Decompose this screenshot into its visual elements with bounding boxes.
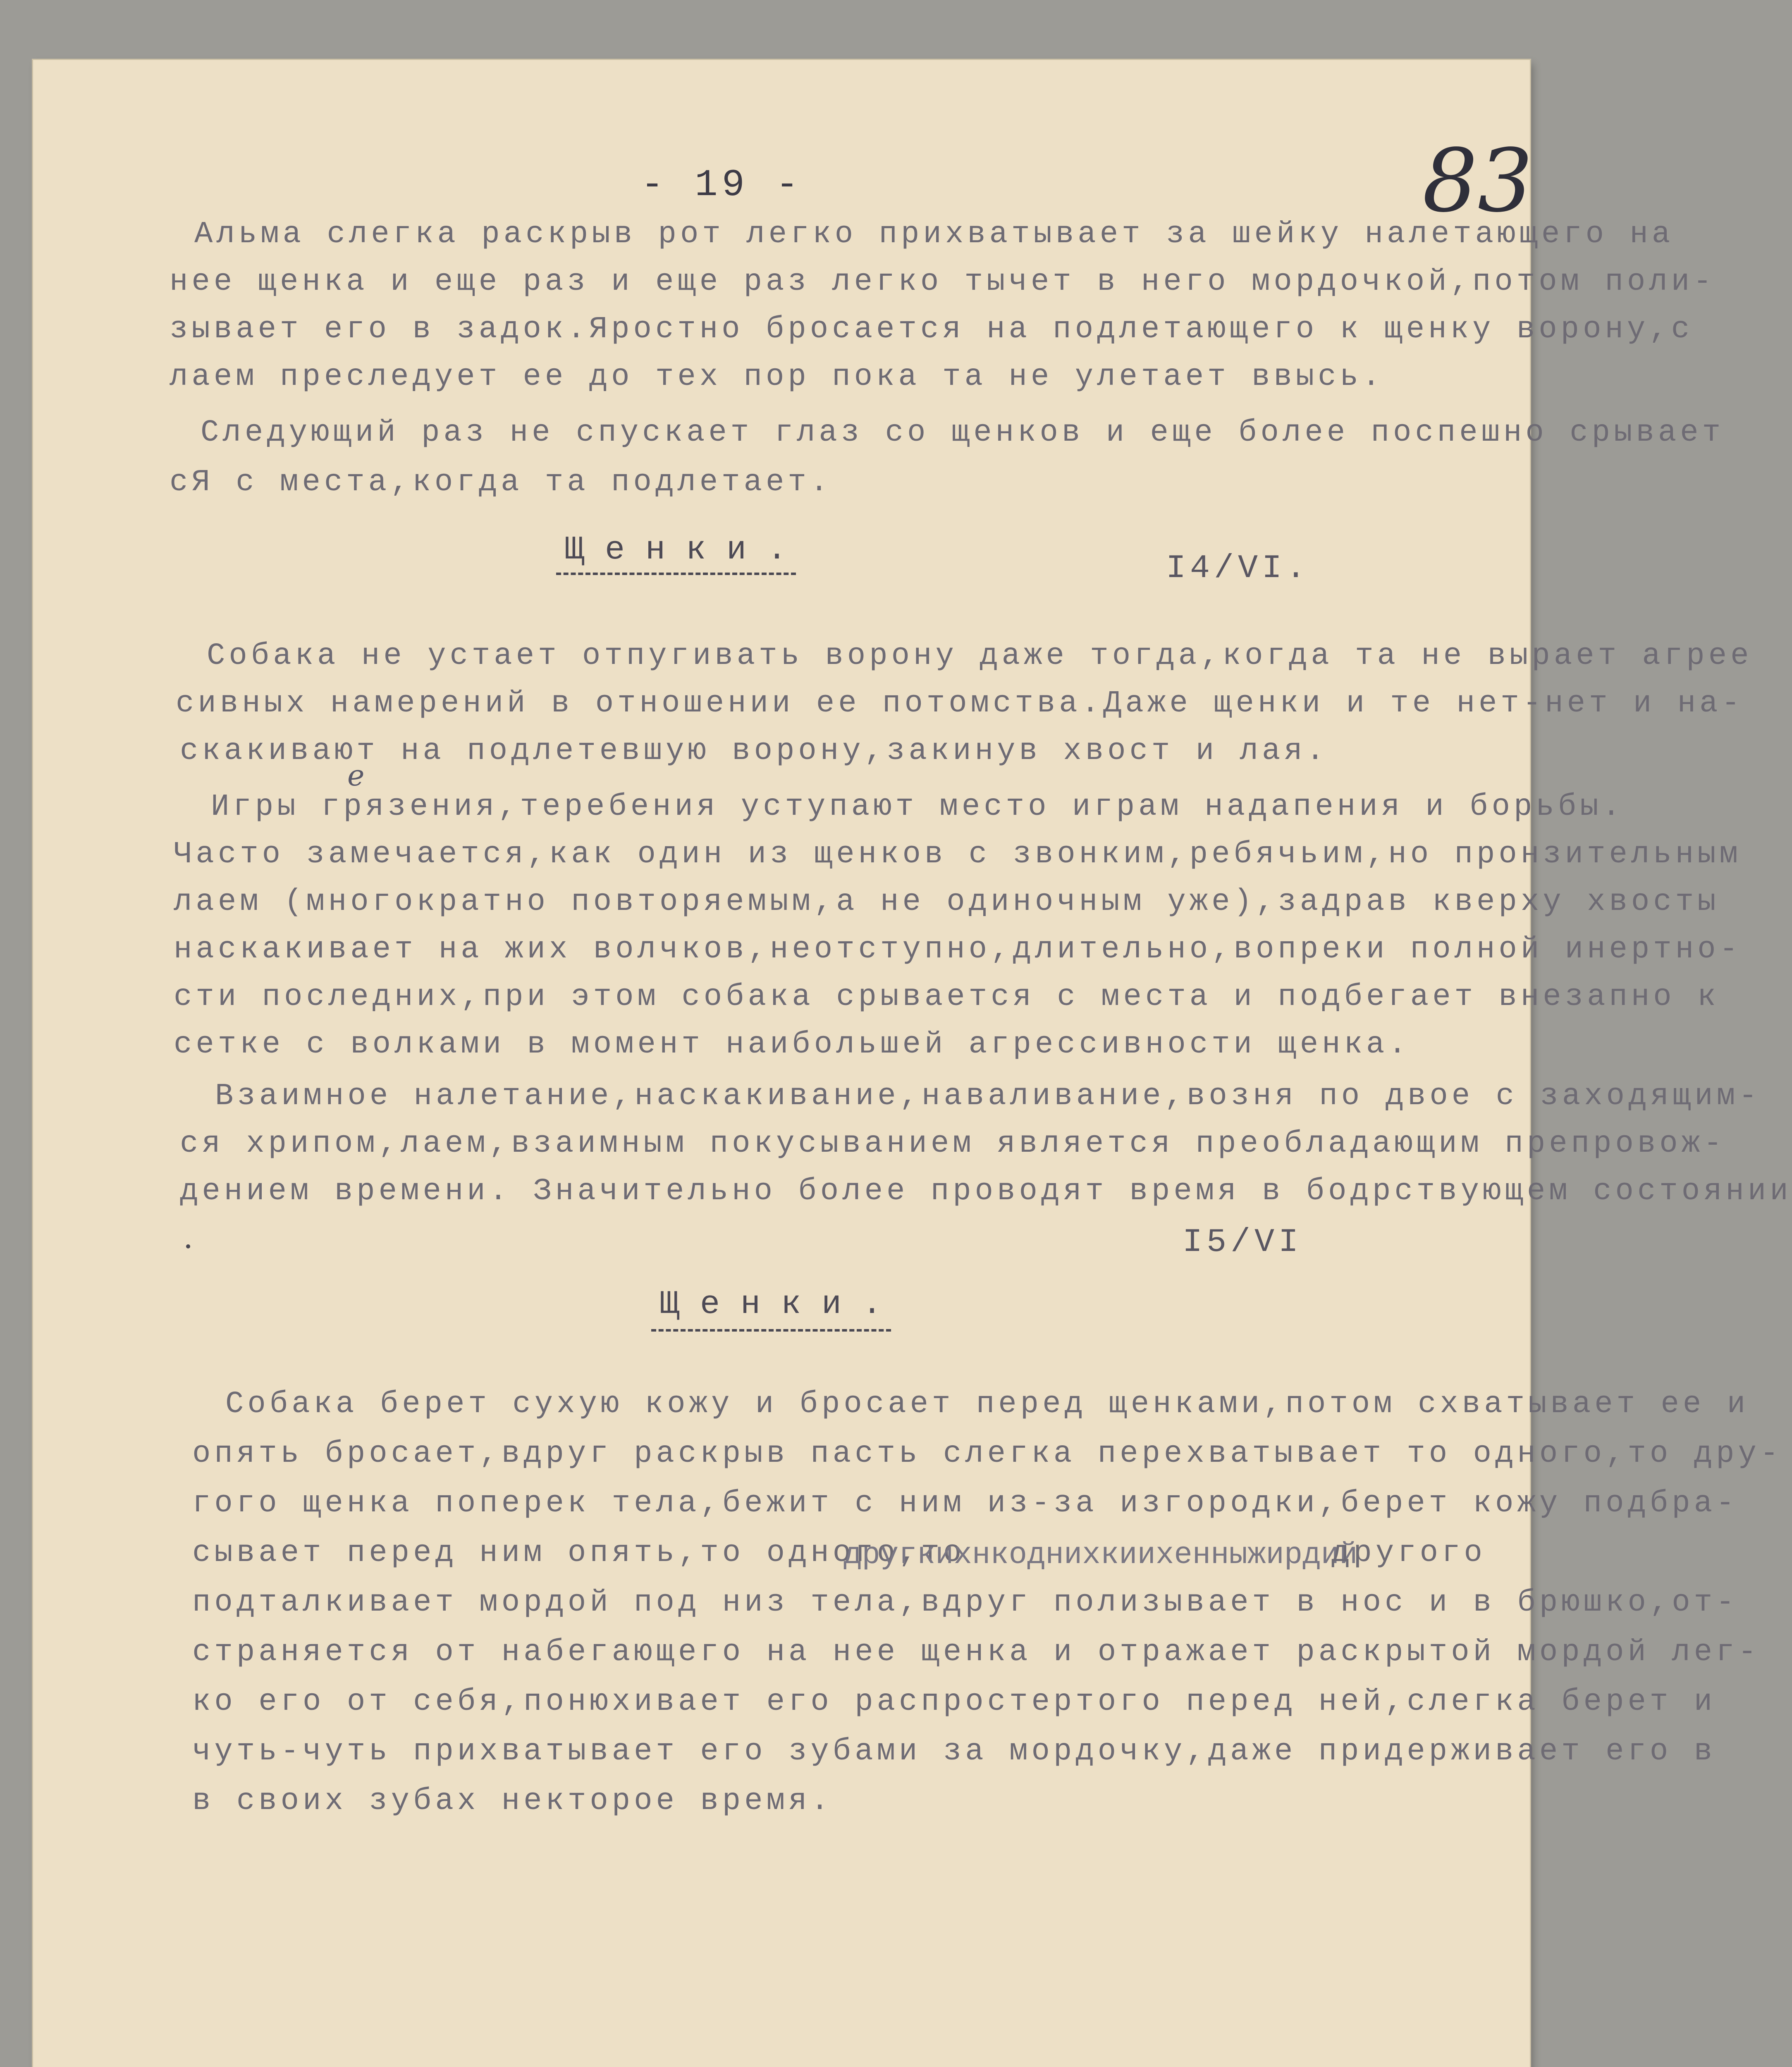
text-line: сывает перед ним опять,то одного,то xyxy=(192,1536,965,1571)
heading-underline xyxy=(651,1329,891,1332)
section-heading: Щенки. xyxy=(564,531,808,569)
text-line: ся хрипом,лаем,взаимным покусыванием является преобладающим препровож- xyxy=(180,1127,1726,1161)
text-line: лаем преследует ее до тех пор пока та не улетает ввысь. xyxy=(170,360,1384,394)
text-line: сти последних,при этом собака срывается с места и подбегает внезапно к xyxy=(174,980,1720,1014)
entry-date: I5/VI xyxy=(1183,1224,1303,1261)
section-heading: Щенки. xyxy=(659,1286,903,1323)
handwritten-correction: е xyxy=(347,759,365,792)
text-line: Взаимное налетание,наскакивание,наваливание,возня по двое с заходящим- xyxy=(215,1079,1761,1114)
text-line: страняется от набегающего на нее щенка и отражает раскрытой мордой лег- xyxy=(192,1635,1760,1670)
text-line: лаем (многократно повторяемым,а не одиночным уже),задрав кверху хвосты xyxy=(174,885,1720,919)
page-number: - 19 - xyxy=(641,163,803,207)
text-line: Часто замечается,как один из щенков с звонким,ребячьим,но пронзительным xyxy=(174,837,1742,872)
text-line: другого xyxy=(1331,1536,1486,1571)
entry-date: I4/VI. xyxy=(1166,550,1310,587)
text-line: Собака не устает отпугивать ворону даже тогда,когда та не вырает агрее xyxy=(207,639,1753,673)
text-line: Собака берет сухую кожу и бросает перед щенками,потом схватывает ее и xyxy=(225,1387,1749,1422)
text-line: опять бросает,вдруг раскрыв пасть слегка перехватывает то одного,то дру- xyxy=(192,1437,1782,1471)
text-line: дением времени. Значительно более проводят время в бодрствующем состоянии xyxy=(180,1174,1792,1209)
text-line: в своих зубах некторое время. xyxy=(192,1784,833,1819)
heading-underline xyxy=(556,573,796,575)
text-line: зывает его в задок.Яростно бросается на подлетающего к щенку ворону,с xyxy=(170,312,1694,347)
text-line: сивных намерений в отношении ее потомства.Даже щенки и те нет-нет и на- xyxy=(176,686,1744,721)
text-line: нее щенка и еще раз и еще раз легко тычет в него мордочкой,потом поли- xyxy=(170,265,1716,299)
text-line: Игры грязения,теребения уступают место играм надапения и борьбы. xyxy=(211,790,1625,824)
struck-out-typing: другкихнкоднихкиихенныжирдий xyxy=(843,1538,1358,1573)
document-page xyxy=(33,60,1792,2067)
text-line: скакивают на подлетевшую ворону,закинув хвост и лая. xyxy=(180,734,1328,769)
text-line: Следующий раз не спускает глаз со щенков и еще более поспешно срывает xyxy=(201,415,1725,450)
text-line: сетке с волками в момент наибольшей агрессивности щенка. xyxy=(174,1027,1410,1062)
text-line: чуть-чуть прихватывает его зубами за мордочку,даже придерживает его в xyxy=(192,1734,1716,1769)
text-line: гого щенка поперек тела,бежит с ним из-за изгородки,берет кожу подбра- xyxy=(192,1486,1738,1521)
text-line: сЯ с места,когда та подлетает. xyxy=(170,465,832,500)
stray-mark xyxy=(186,1244,190,1248)
text-line: ко его от себя,понюхивает его распростертого перед ней,слегка берет и xyxy=(192,1685,1716,1719)
text-line: подталкивает мордой под низ тела,вдруг полизывает в нос и в брюшко,от- xyxy=(192,1585,1738,1620)
archive-folio-number: 83 xyxy=(1422,130,1533,232)
text-line: Альма слегка раскрыв рот легко прихватывает за шейку налетающего на xyxy=(194,217,1674,252)
text-line: наскакивает на жих волчков,неотступно,длительно,вопреки полной инертно- xyxy=(174,932,1742,967)
